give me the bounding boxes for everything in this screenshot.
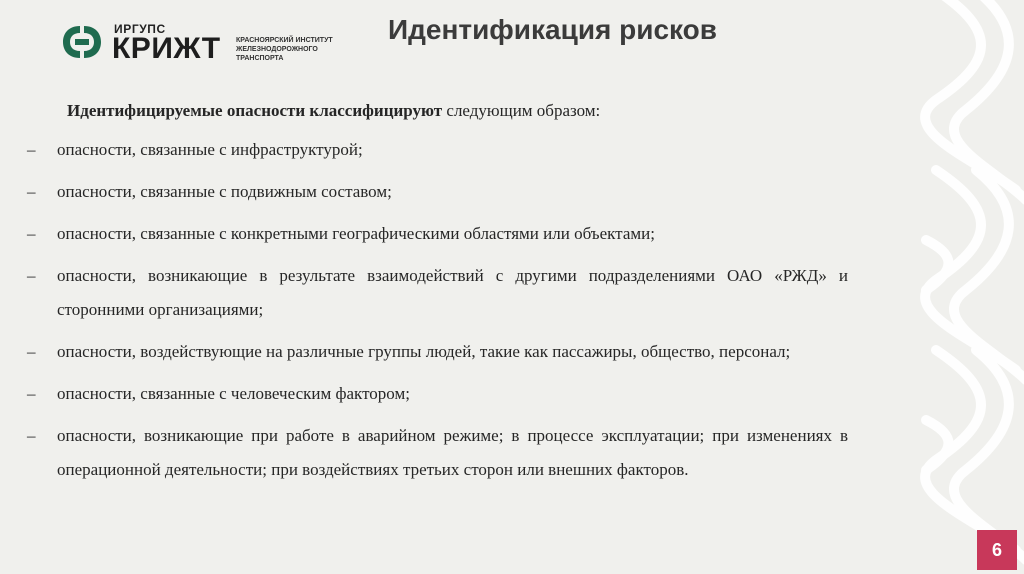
list-dash: –	[27, 342, 36, 361]
list-dash: –	[27, 182, 36, 201]
logo-subtitle: КРАСНОЯРСКИЙ ИНСТИТУТ ЖЕЛЕЗНОДОРОЖНОГО ТРАНСПОРТА	[236, 37, 333, 62]
kriжt-logo-icon	[60, 22, 104, 62]
list-item-text: опасности, связанные с конкретными географическими областями или объектами;	[57, 224, 655, 243]
slide-content	[0, 98, 848, 495]
list-dash: –	[27, 224, 36, 243]
list-item-text: опасности, воздействующие на различные группы людей, такие как пассажиры, общество, персонал;	[57, 342, 791, 361]
intro-paragraph	[67, 98, 848, 124]
list-dash: –	[27, 384, 36, 403]
list-dash: –	[27, 426, 36, 445]
page-number-badge: 6	[977, 530, 1017, 570]
intro-bold-text: Идентифицируемые опасности классифицируют	[67, 101, 443, 120]
list-item	[0, 335, 848, 369]
list-item-text: опасности, возникающие при работе в аварийном режиме; в процессе эксплуатации; при изменениях в операционной деятельности; при воздействиях третьих сторон или внешних факторов.	[57, 426, 848, 479]
list-item-text: опасности, возникающие в результате взаимодействий с другими подразделениями ОАО «РЖД» и сторонними организациями;	[57, 266, 848, 319]
list-item-text: опасности, связанные с подвижным составом;	[57, 182, 392, 201]
list-item-text: опасности, связанные с инфраструктурой;	[57, 140, 363, 159]
list-item	[0, 217, 848, 251]
decorative-wave-pattern	[916, 0, 1024, 574]
logo-main-text: КРИЖТ	[112, 32, 221, 65]
list-item	[0, 419, 848, 487]
intro-rest-text: следующим образом:	[442, 101, 601, 120]
list-dash: –	[27, 266, 36, 285]
list-item-text: опасности, связанные с человеческим фактором;	[57, 384, 410, 403]
list-item	[0, 377, 848, 411]
logo-top-text: ИРГУПС	[114, 22, 166, 36]
list-item	[0, 133, 848, 167]
list-item	[0, 259, 848, 327]
slide-title: Идентификация рисков	[388, 14, 717, 45]
list-item	[0, 175, 848, 209]
list-dash: –	[27, 140, 36, 159]
